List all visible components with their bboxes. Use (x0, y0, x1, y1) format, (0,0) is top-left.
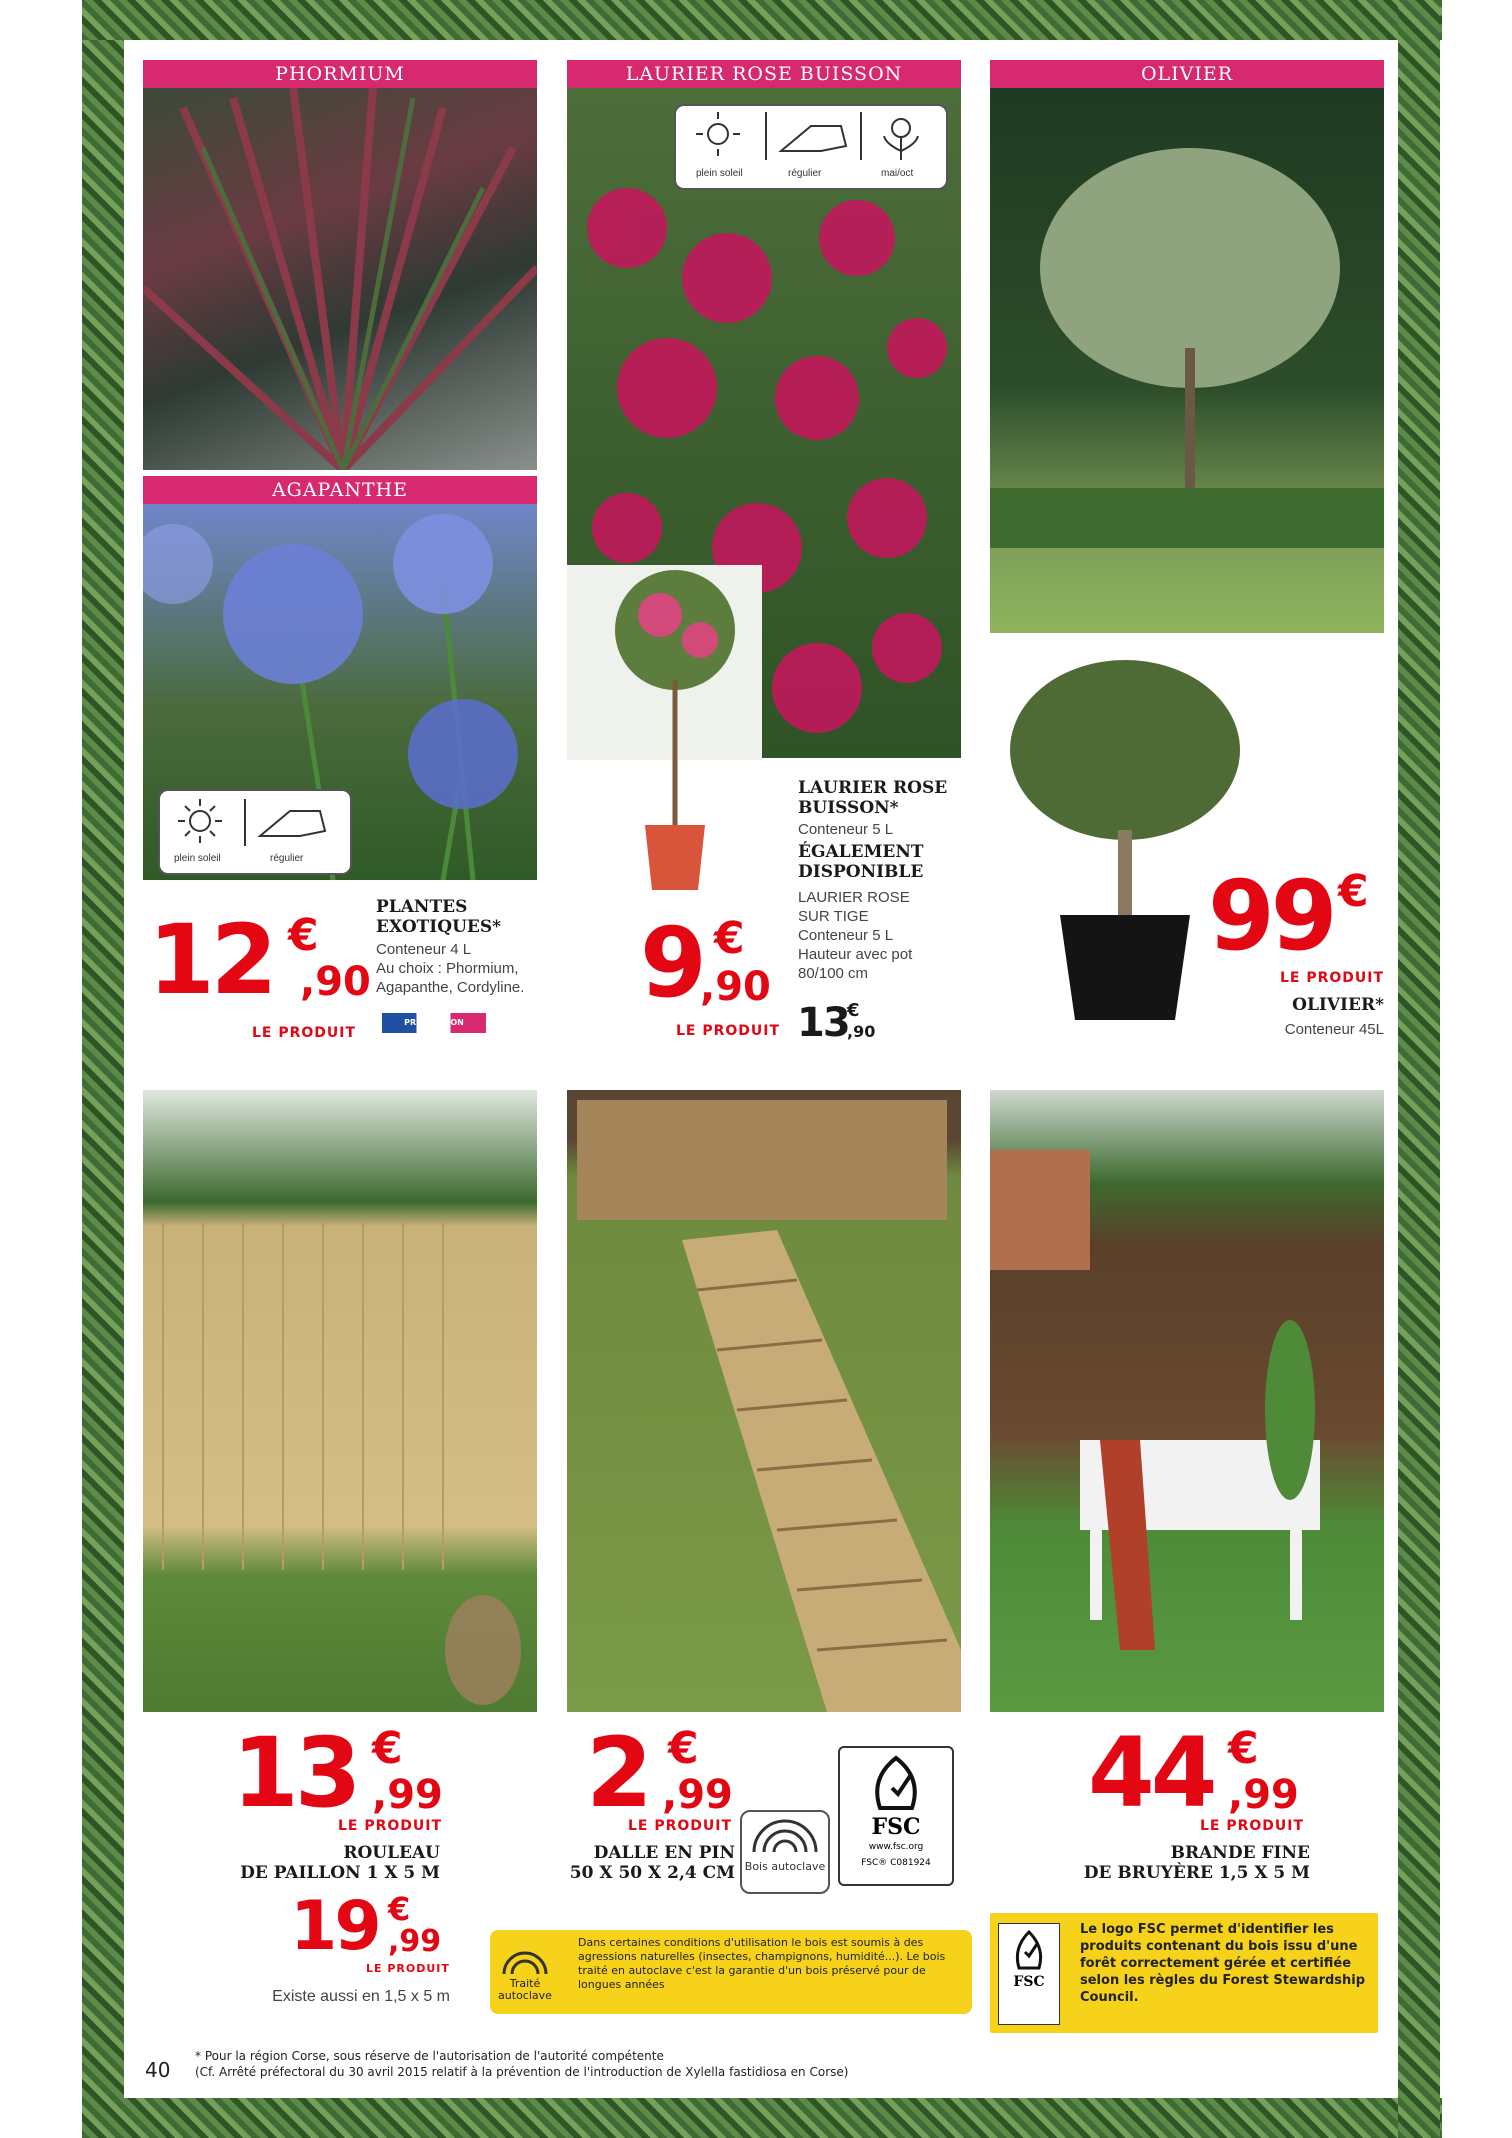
dalle-photo (567, 1090, 961, 1712)
laurier-alt-price (797, 1000, 877, 1050)
exotiques-per: LE PRODUIT (252, 1025, 357, 1041)
exotiques-details (376, 940, 546, 997)
laurier-also-line: SUR TIGE (798, 908, 869, 925)
price-euro: € (668, 1723, 699, 1774)
paillon-title-line: DE PAILLON 1 X 5 M (240, 1863, 440, 1883)
olivier-banner: OLIVIER (990, 60, 1384, 88)
exotiques-line: Conteneur 4 L (376, 941, 472, 958)
laurier-also-line: Hauteur avec pot (798, 946, 913, 963)
watering-can-icon (781, 126, 846, 151)
paillon-title-line: ROULEAU (343, 1843, 440, 1863)
sun-label: plein soleil (696, 168, 743, 179)
price-integer: 99 (1208, 860, 1334, 972)
price-integer: 13 (232, 1717, 358, 1829)
price-cents: ,99 (662, 1772, 733, 1818)
price-integer: 2 (586, 1717, 649, 1829)
fsc-label: FSC (871, 1814, 921, 1840)
hedge-border-right (1398, 0, 1440, 2138)
bruyere-title-line: DE BRUYÈRE 1,5 X 5 M (1083, 1863, 1310, 1883)
hedge-border-left (82, 0, 124, 2138)
bruyere-title-line: BRANDE FINE (1170, 1843, 1310, 1863)
price-euro: € (1228, 1723, 1259, 1774)
dalle-title-line: DALLE EN PIN (593, 1843, 735, 1863)
laurier-care-icons (674, 104, 948, 190)
exotiques-price (148, 904, 371, 1022)
fsc-note-logo-label: FSC (1013, 1974, 1045, 1990)
price-euro: € (714, 913, 745, 964)
olivier-tree-graphic (990, 88, 1384, 633)
olivier-garden-photo (990, 88, 1384, 633)
hedge-border-bottom (82, 2098, 1442, 2138)
traite-text: Dans certaines conditions d'utilisation le bois est soumis à des agressions naturelles (insectes, champignons, humidité...). Le bois traité en autoclave c'est la garantie d'un bois préservé pour de longues années (578, 1936, 946, 1991)
olivier-pot-photo (980, 640, 1270, 1040)
price-euro: € (288, 910, 319, 961)
bois-label: Bois autoclave (744, 1860, 826, 1873)
traite-autoclave-note (490, 1930, 972, 2014)
laurier-also-line: 80/100 cm (798, 965, 869, 982)
price-cents: ,90 (300, 959, 371, 1005)
paillon-per: LE PRODUIT (338, 1818, 443, 1834)
water-label: régulier (270, 853, 304, 864)
laurier-container: Conteneur 5 L (798, 821, 894, 838)
laurier-also-line: LAURIER ROSE (798, 889, 910, 906)
price-euro: € (372, 1723, 403, 1774)
fsc-text: Le logo FSC permet d'identifier les produits contenant du bois issu d'une forêt correctement gérée et certifiée selon les règles du Forest Stewardship Council. (1080, 1922, 1366, 2005)
phormium-leaves (143, 88, 537, 470)
traite-label: Traité autoclave (498, 1977, 552, 2002)
fsc-note-logo (998, 1923, 1060, 2025)
fsc-code: FSC® C081924 (861, 1858, 931, 1868)
laurier-tige-photo (570, 560, 770, 900)
production-francaise-badge: PRODUCTION FRANÇAISE (382, 1013, 486, 1033)
paillon-alt-text: Existe aussi en 1,5 x 5 m (272, 1988, 450, 2005)
olivier-container: Conteneur 45L (1284, 1021, 1384, 1038)
dalle-title (560, 1843, 735, 1883)
bruyere-per: LE PRODUIT (1200, 1818, 1305, 1834)
agapanthe-care-icons (158, 789, 352, 875)
paillon-title (180, 1843, 440, 1883)
laurier-per: LE PRODUIT (676, 1023, 781, 1039)
paillon-photo (143, 1090, 537, 1712)
laurier-price (640, 907, 771, 1025)
sun-label: plein soleil (174, 853, 221, 864)
dalle-walkway (567, 1090, 961, 1712)
fsc-tree-icon (999, 1924, 1059, 1974)
fsc-tree-icon (840, 1748, 952, 1818)
exotiques-line: Au choix : Phormium, (376, 960, 519, 977)
price-integer: 12 (148, 904, 274, 1016)
phormium-photo (143, 88, 537, 470)
dalle-per: LE PRODUIT (628, 1818, 733, 1834)
fsc-badge (838, 1746, 954, 1886)
paillon-alt-price (290, 1887, 450, 1973)
olivier-title: OLIVIER* (1292, 995, 1384, 1015)
bois-autoclave-badge (740, 1810, 830, 1894)
olivier-per: LE PRODUIT (1280, 970, 1385, 986)
hedge-border-top (82, 0, 1442, 40)
alt-price-cents: ,90 (847, 1022, 876, 1041)
bruyere-photo (990, 1090, 1384, 1712)
laurier-also-details (798, 888, 968, 983)
price-cents: ,99 (1228, 1772, 1299, 1818)
autoclave-icon (500, 1938, 550, 1978)
sun-icon (160, 791, 350, 851)
price-integer: 44 (1088, 1717, 1214, 1829)
fsc-note (990, 1913, 1378, 2033)
alt-price-cents: ,99 (388, 1924, 442, 1959)
alt-price-euro: € (847, 1000, 860, 1021)
agapanthe-banner: AGAPANTHE (143, 476, 537, 504)
page-number: 40 (145, 2058, 171, 2082)
laurier-banner: LAURIER ROSE BUISSON (567, 60, 961, 88)
price-cents: ,99 (372, 1772, 443, 1818)
bruyere-garden (990, 1090, 1384, 1712)
laurier-title: LAURIER ROSE BUISSON* (798, 778, 948, 818)
footnote-line: * Pour la région Corse, sous réserve de l'autorisation de l'autorité compétente (195, 2049, 664, 2063)
agapanthe-photo (143, 504, 537, 880)
laurier-also-title: ÉGALEMENT DISPONIBLE (798, 842, 924, 882)
care-icons-graphic (676, 106, 946, 166)
alt-price-euro: € (388, 1890, 411, 1928)
alt-price-integer: 19 (290, 1887, 379, 1966)
fsc-url: www.fsc.org (868, 1842, 924, 1852)
water-label: régulier (788, 168, 822, 179)
laurier-also-line: Conteneur 5 L (798, 927, 894, 944)
exotiques-line: Agapanthe, Cordyline. (376, 979, 525, 996)
footnote-line: (Cf. Arrêté préfectoral du 30 avril 2015 relatif à la prévention de l'introduction de Xylella fastidiosa en Corse) (195, 2065, 849, 2079)
alt-price-integer: 13 (797, 1000, 849, 1046)
bruyere-title (1060, 1843, 1310, 1883)
price-cents: ,90 (700, 964, 771, 1010)
paillon-reeds (143, 1090, 537, 1712)
price-integer: 9 (640, 907, 703, 1019)
olivier-price (1208, 860, 1398, 978)
phormium-banner: PHORMIUM (143, 60, 537, 88)
footnote (195, 2048, 1345, 2080)
flower-label: mai/oct (881, 168, 914, 179)
watering-can-icon (260, 811, 325, 836)
autoclave-icon (742, 1812, 828, 1862)
exotiques-title: PLANTES EXOTIQUES* (376, 897, 502, 937)
paillon-alt-per: LE PRODUIT (366, 1962, 450, 1975)
flower-icon (884, 119, 918, 160)
sun-icon (696, 112, 740, 156)
dalle-title-line: 50 X 50 X 2,4 CM (569, 1863, 735, 1883)
price-euro: € (1338, 866, 1369, 917)
